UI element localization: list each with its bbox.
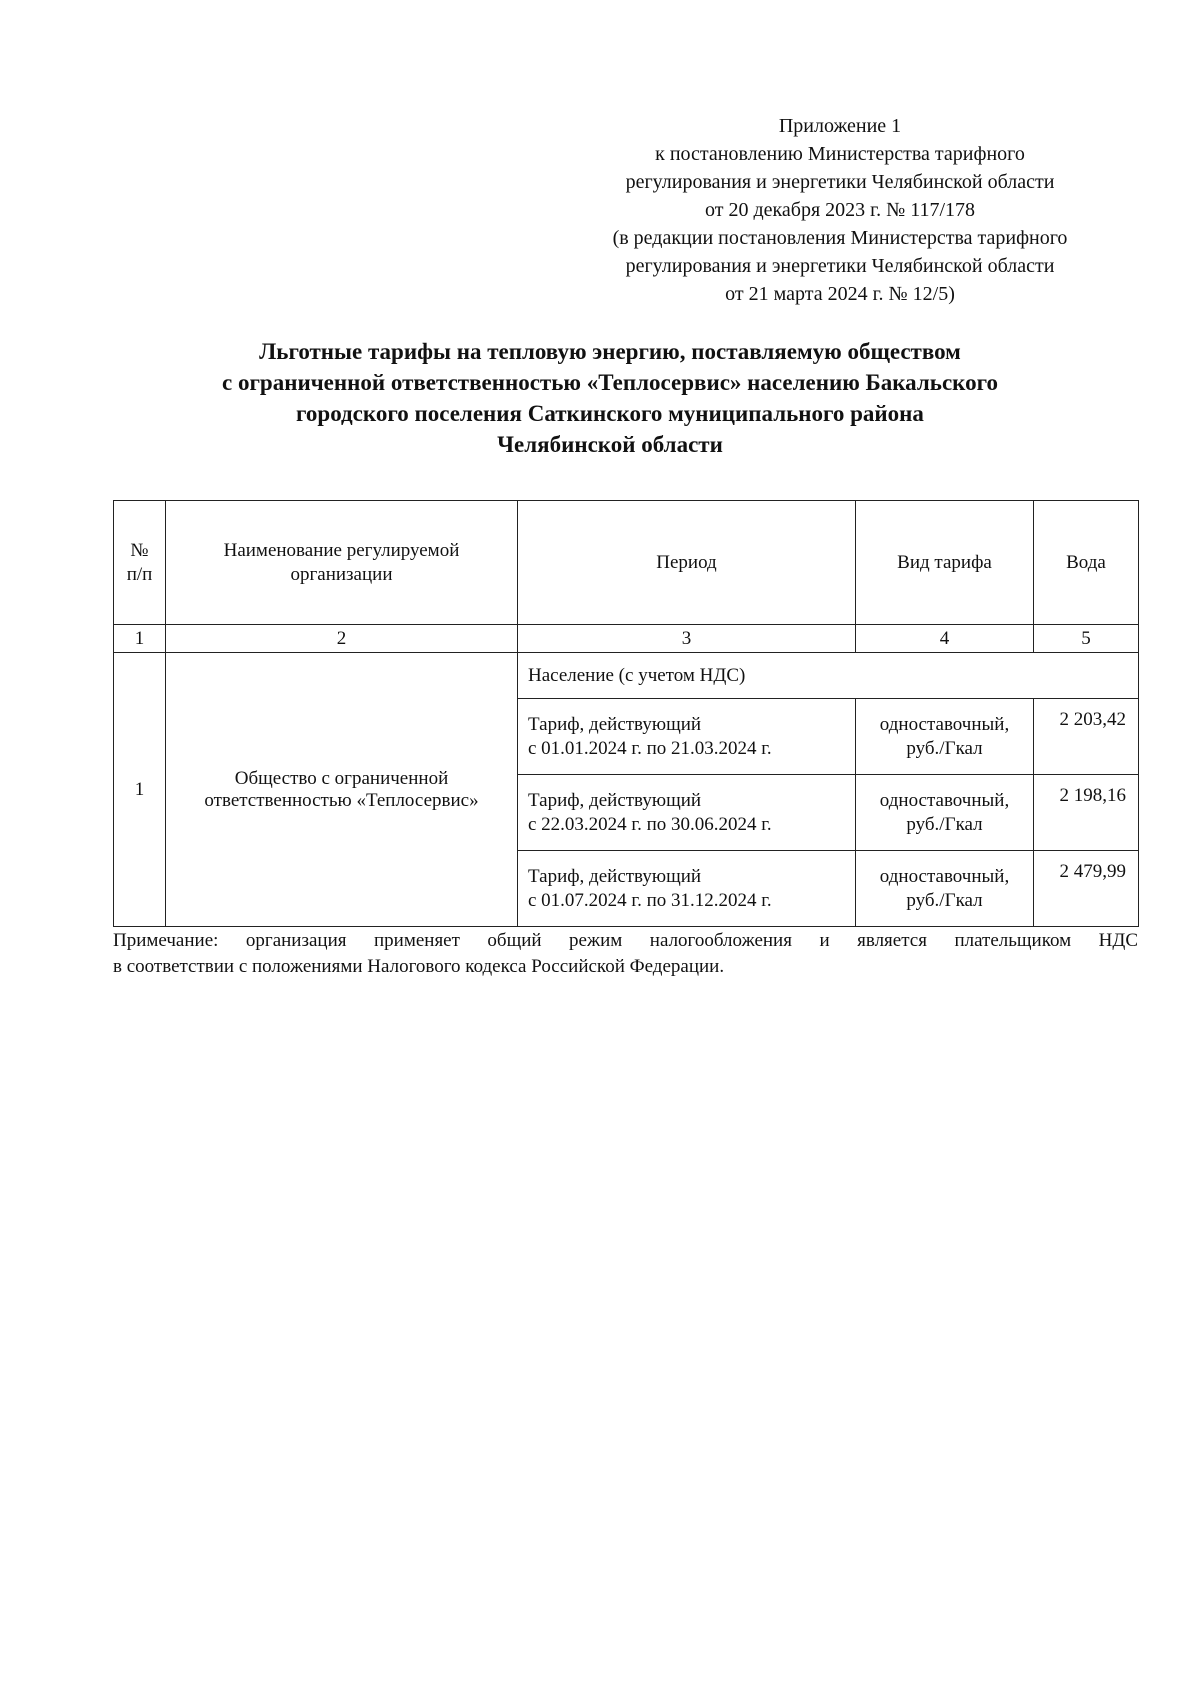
period-line1: Тариф, действующий bbox=[528, 865, 702, 887]
header-number-line1: № bbox=[130, 539, 149, 561]
header-number-line2: п/п bbox=[126, 563, 153, 585]
tariff-type-line2: руб./Гкал bbox=[906, 889, 983, 911]
appendix-line: регулирования и энергетики Челябинской области bbox=[625, 255, 1055, 277]
group-label: Население (с учетом НДС) bbox=[518, 653, 1139, 699]
column-numbers-row bbox=[114, 625, 1139, 653]
tariff-type-line1: одноставочный, bbox=[879, 713, 1010, 735]
period-cell bbox=[518, 699, 856, 775]
water-value-cell: 2 203,42 bbox=[1034, 699, 1139, 775]
tariff-type-cell bbox=[856, 775, 1034, 851]
tariff-type-cell bbox=[856, 699, 1034, 775]
column-number: 3 bbox=[518, 625, 856, 653]
tariff-type-line1: одноставочный, bbox=[879, 789, 1010, 811]
tariff-table bbox=[113, 500, 1139, 927]
column-number: 5 bbox=[1034, 625, 1139, 653]
title-line: с ограниченной ответственностью «Теплосервис» населению Бакальского bbox=[222, 370, 998, 395]
appendix-line: от 20 декабря 2023 г. № 117/178 bbox=[704, 199, 976, 221]
organization-name-line1: Общество с ограниченной bbox=[234, 767, 449, 789]
header-water: Вода bbox=[1034, 501, 1139, 625]
water-value-cell: 2 198,16 bbox=[1034, 775, 1139, 851]
column-number: 4 bbox=[856, 625, 1034, 653]
tariff-type-line1: одноставочный, bbox=[879, 865, 1010, 887]
period-line2: с 22.03.2024 г. по 30.06.2024 г. bbox=[528, 813, 772, 835]
title-line: городского поселения Саткинского муниципального района bbox=[296, 401, 924, 426]
appendix-header bbox=[560, 112, 1120, 308]
water-value-cell: 2 479,99 bbox=[1034, 851, 1139, 927]
tariff-type-cell bbox=[856, 851, 1034, 927]
table-header-row bbox=[114, 501, 1139, 625]
appendix-line: регулирования и энергетики Челябинской области bbox=[625, 171, 1055, 193]
tariff-type-line2: руб./Гкал bbox=[906, 737, 983, 759]
appendix-line: к постановлению Министерства тарифного bbox=[655, 143, 1025, 165]
title-line: Челябинской области bbox=[497, 432, 723, 457]
appendix-line: (в редакции постановления Министерства тарифного bbox=[612, 227, 1068, 249]
footnote-line1: Примечание: организация применяет общий режим налогообложения и является плательщиком НДС bbox=[113, 930, 1138, 951]
document-title bbox=[110, 336, 1110, 460]
period-cell bbox=[518, 851, 856, 927]
appendix-line: от 21 марта 2024 г. № 12/5) bbox=[725, 283, 955, 305]
header-number bbox=[114, 501, 166, 625]
period-line2: с 01.01.2024 г. по 21.03.2024 г. bbox=[528, 737, 772, 759]
header-organization bbox=[166, 501, 518, 625]
footnote bbox=[113, 928, 1138, 980]
title-line: Льготные тарифы на тепловую энергию, поставляемую обществом bbox=[259, 339, 961, 364]
period-line1: Тариф, действующий bbox=[528, 713, 702, 735]
organization-name-line2: ответственностью «Теплосервис» bbox=[204, 789, 479, 811]
appendix-line: Приложение 1 bbox=[778, 115, 902, 137]
organization-name bbox=[166, 653, 518, 927]
footnote-line2: в соответствии с положениями Налогового кодекса Российской Федерации. bbox=[113, 956, 725, 977]
period-line1: Тариф, действующий bbox=[528, 789, 702, 811]
period-cell bbox=[518, 775, 856, 851]
header-tariff-type: Вид тарифа bbox=[856, 501, 1034, 625]
column-number: 1 bbox=[114, 625, 166, 653]
period-line2: с 01.07.2024 г. по 31.12.2024 г. bbox=[528, 889, 772, 911]
header-organization-line2: организации bbox=[290, 563, 393, 585]
group-row bbox=[114, 653, 1139, 699]
header-period: Период bbox=[518, 501, 856, 625]
tariff-type-line2: руб./Гкал bbox=[906, 813, 983, 835]
row-number: 1 bbox=[114, 653, 166, 927]
column-number: 2 bbox=[166, 625, 518, 653]
header-organization-line1: Наименование регулируемой bbox=[223, 539, 460, 561]
